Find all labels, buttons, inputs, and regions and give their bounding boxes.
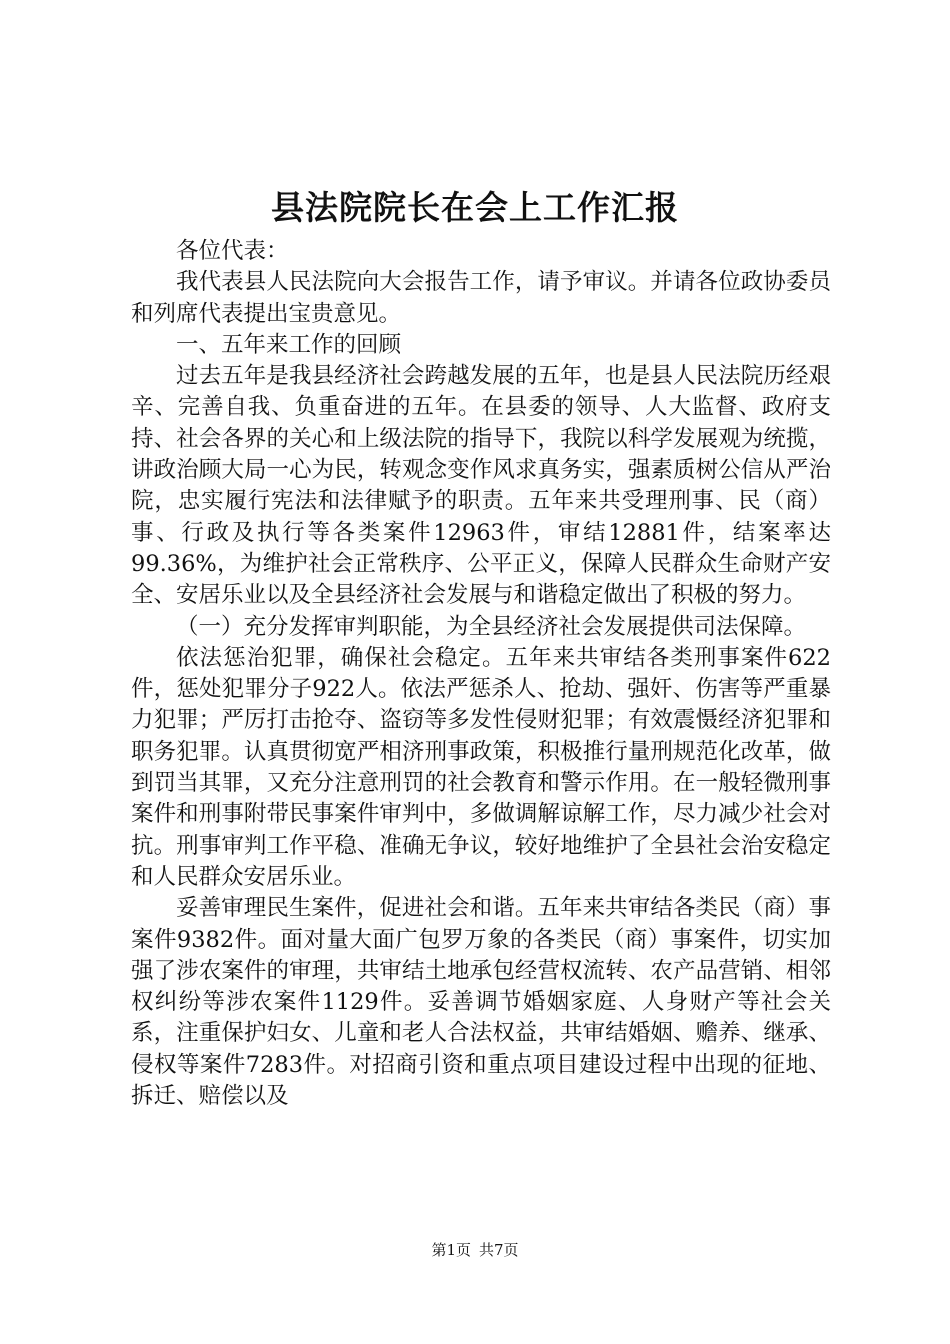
paragraph-criminal: 依法惩治犯罪，确保社会稳定。五年来共审结各类刑事案件622件，惩处犯罪分子922人。依法严惩杀人、抢劫、强奸、伤害等严重暴力犯罪；严厉打击抢夺、盗窃等多发性侵财犯罪；有效震慑经济犯罪和职务犯罪。认真贯彻宽严相济刑事政策，积极推行量刑规范化改革，做到罚当其罪，又充分注意刑罚的社会教育和警示作用。在一般轻微刑事案件和刑事附带民事案件审判中，多做调解谅解工作，尽力减少社会对抗。刑事审判工作平稳、准确无争议，较好地维护了全县社会治安稳定和人民群众安居乐业。: [131, 644, 831, 890]
paragraph-intro: 我代表县人民法院向大会报告工作，请予审议。并请各位政协委员和列席代表提出宝贵意见。: [131, 269, 831, 327]
paragraph-salutation: 各位代表：: [176, 238, 289, 264]
page-total: 共7页: [479, 1241, 519, 1259]
document-body: [131, 236, 831, 1112]
paragraph-review: 过去五年是我县经济社会跨越发展的五年，也是县人民法院历经艰辛、完善自我、负重奋进的五年。在县委的领导、人大监督、政府支持、社会各界的关心和上级法院的指导下，我院以科学发展观为统揽，讲政治顾大局一心为民，转观念变作风求真务实，强素质树公信从严治院，忠实履行宪法和法律赋予的职责。五年来共受理刑事、民（商）事、行政及执行等各类案件12963件，审结12881件，结案率达99.36%，为维护社会正常秩序、公平正义，保障人民群众生命财产安全、安居乐业以及全县经济社会发展与和谐稳定做出了积极的努力。: [131, 363, 831, 609]
paragraph-civil: 妥善审理民生案件，促进社会和谐。五年来共审结各类民（商）事案件9382件。面对量大面广包罗万象的各类民（商）事案件，切实加强了涉农案件的审理，共审结土地承包经营权流转、农产品营销、相邻权纠纷等涉农案件1129件。妥善调节婚姻家庭、人身财产等社会关系，注重保护妇女、儿童和老人合法权益，共审结婚姻、赡养、继承、侵权等案件7283件。对招商引资和重点项目建设过程中出现的征地、拆迁、赔偿以及: [131, 895, 831, 1110]
page-footer: [0, 1240, 950, 1260]
section-heading: 一、五年来工作的回顾: [176, 331, 402, 358]
subsection-heading: （一）充分发挥审判职能，为全县经济社会发展提供司法保障。: [176, 613, 807, 640]
document-title: 县法院院长在会上工作汇报: [271, 188, 679, 227]
page-number: 第1页: [431, 1241, 471, 1259]
